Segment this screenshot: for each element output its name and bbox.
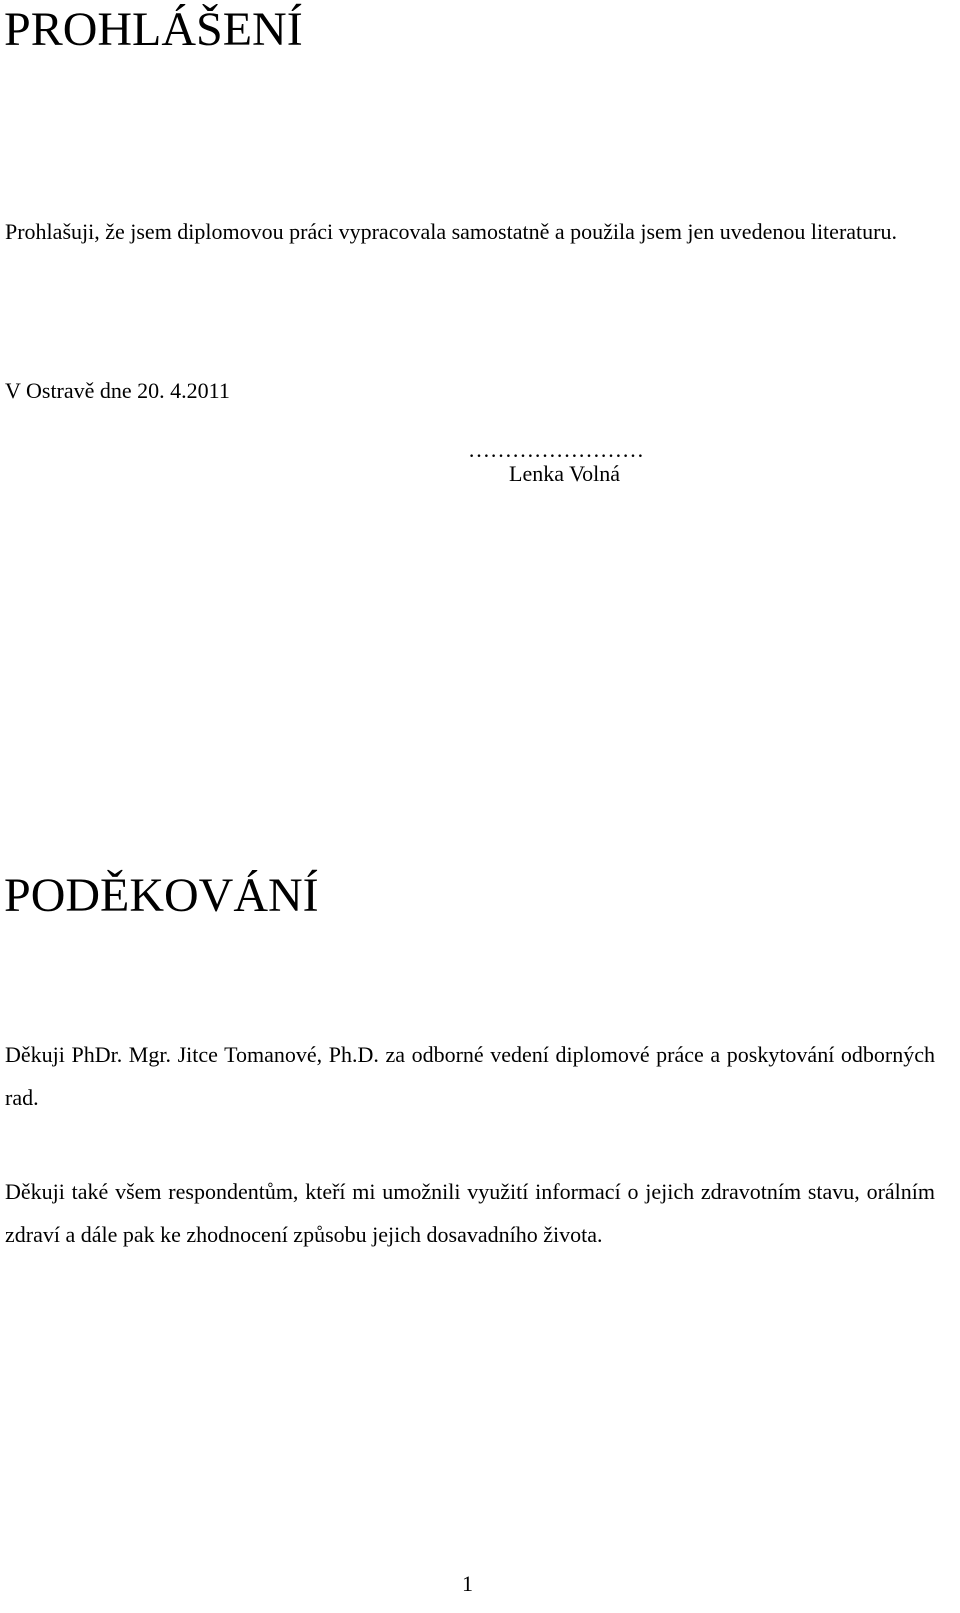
- acknowledgement-paragraph-2: Děkuji také všem respondentům, kteří mi umožnili využití informací o jejich zdravotním stavu, orálním zdraví a dále pak ke zhodnocení způsobu jejich dosavadního života.: [5, 1179, 935, 1247]
- acknowledgement-heading: PODĚKOVÁNÍ: [4, 869, 319, 922]
- declaration-heading: PROHLÁŠENÍ: [4, 3, 303, 56]
- page-number: 1: [462, 1571, 473, 1596]
- acknowledgement-paragraph-1: Děkuji PhDr. Mgr. Jitce Tomanové, Ph.D. za odborné vedení diplomové práce a poskytování odborných rad.: [5, 1042, 935, 1110]
- declaration-date: V Ostravě dne 20. 4.2011: [5, 378, 230, 403]
- declaration-paragraph: Prohlašuji, že jsem diplomovou práci vypracovala samostatně a použila jsem jen uvedenou literaturu.: [5, 219, 897, 244]
- signature-name: Lenka Volná: [509, 461, 620, 486]
- signature-line: ……………………: [468, 437, 644, 462]
